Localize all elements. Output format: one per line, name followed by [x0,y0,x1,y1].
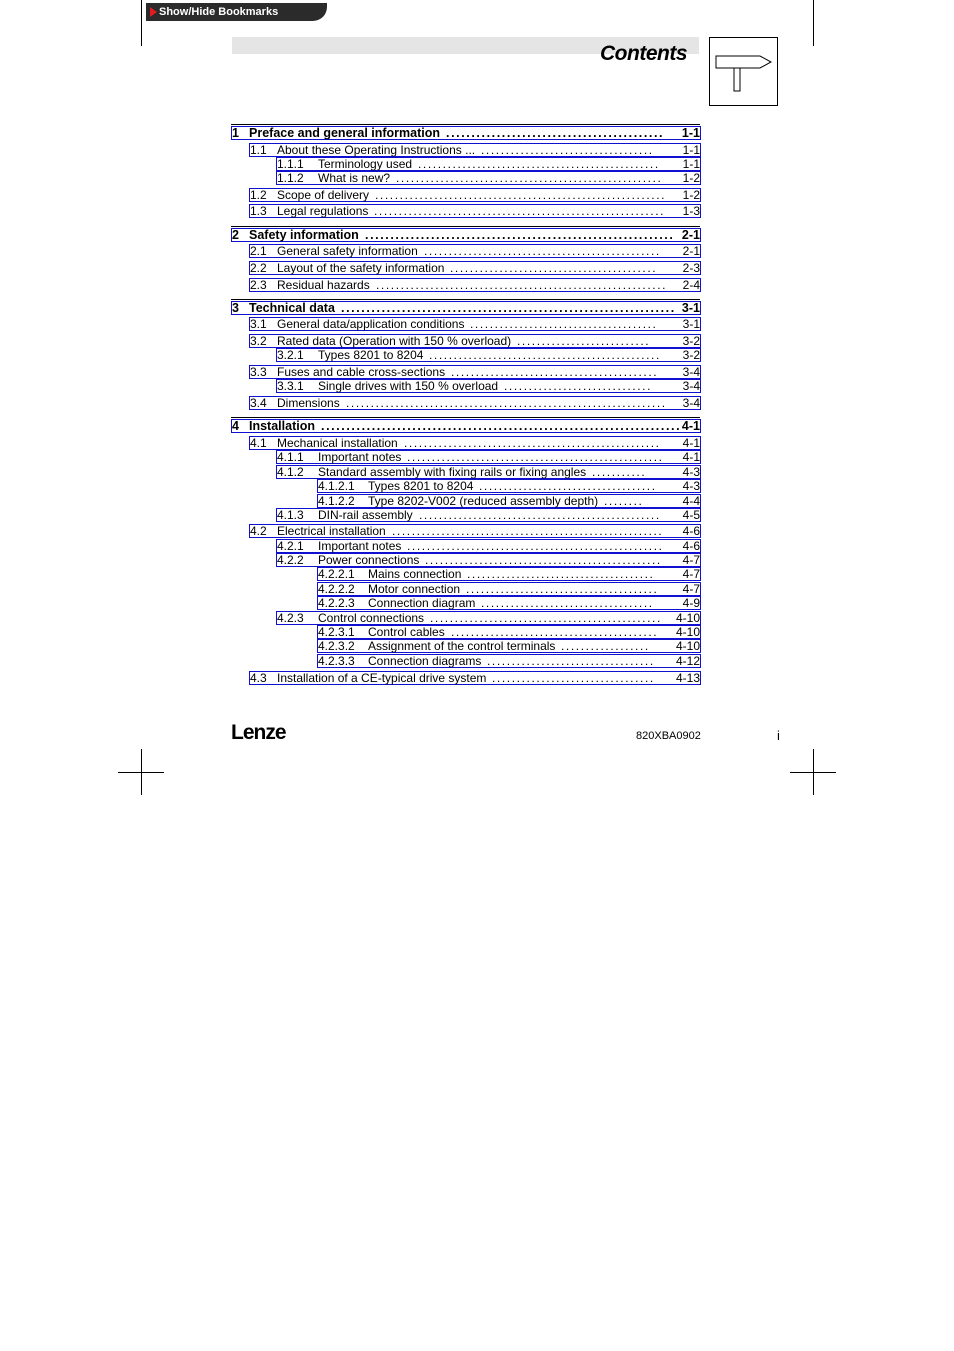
toc-entry [317,494,700,509]
toc-number: 3.4 [250,396,267,410]
toc-title: Control connections [318,611,425,625]
toc-number: 3.3 [250,365,267,379]
toc-page: 2-1 [681,228,700,242]
leader-dots: ................................................. [418,157,660,171]
toc-page: 2-3 [682,261,700,275]
toc-page: 3-4 [682,365,700,379]
toc-number: 1.3 [250,204,267,218]
toc-page: 4-1 [682,436,700,450]
toc-title: Control cables [368,625,445,639]
toc-number: 2.3 [250,278,267,292]
toc-title: Connection diagram [368,596,476,610]
page-number: i [777,728,780,743]
toc-title: Connection diagrams [368,654,482,668]
toc-title: Electrical installation [277,524,386,538]
toc-number: 1.1.2 [277,171,304,185]
toc-entry [249,204,700,219]
toc-page: 4-5 [682,508,700,522]
leader-dots: .......................................... [451,625,659,639]
leader-dots: .................................................... [407,539,664,553]
toc-entry [276,171,700,186]
toc-page: 4-10 [675,639,700,653]
toc-page: 4-1 [682,450,700,464]
toc-entry [276,553,700,568]
leader-dots: ............................................... [430,611,662,625]
toc-number: 1.1 [250,143,267,157]
leader-dots: ................................... [481,596,654,610]
leader-dots: .................................................... [407,450,664,464]
toc-entry [276,157,700,172]
leader-dots: .......................................... [451,365,659,379]
toc-title: Type 8202-V002 (reduced assembly depth) [368,494,599,508]
leader-dots: .................................... [479,479,657,493]
toc-title: About these Operating Instructions ... [277,143,476,157]
leader-dots: ........................................................... [374,204,666,218]
toc-number: 4.2.2.1 [318,567,355,581]
toc-page: 3-4 [682,379,700,393]
toc-number: 3.2 [250,334,267,348]
toc-entry [249,317,700,332]
leader-dots: ................................... [481,143,654,157]
toc-number: 4.2.2.3 [318,596,355,610]
toc-number: 4.1.1 [277,450,304,464]
toc-number: 4.1 [250,436,267,450]
leader-dots: ................................................. [419,508,661,522]
toc-entry [249,261,700,276]
toc-entry [276,465,700,480]
toc-page: 4-7 [682,582,700,596]
crop-mark [118,772,164,773]
show-hide-bookmarks-label: Show/Hide Bookmarks [159,6,279,18]
toc-title: Motor connection [368,582,461,596]
toc-number: 4.2.1 [277,539,304,553]
leader-dots: .................................................... [404,436,661,450]
toc-number: 4 [232,419,239,433]
leader-dots: ...................................... [470,317,658,331]
toc-title: Scope of delivery [277,188,370,202]
chapter-rule [231,417,700,418]
leader-dots: ........................................................... [376,278,668,292]
leader-dots: ...................................................... [396,171,663,185]
toc-page: 1-1 [682,157,700,171]
toc-title: Assignment of the control terminals [368,639,556,653]
toc-page: 4-12 [675,654,700,668]
leader-dots: .................. [561,639,650,653]
chapter-rule [231,299,700,300]
toc-title: General data/application conditions [277,317,465,331]
toc-number: 1.2 [250,188,267,202]
toc-title: General safety information [277,244,418,258]
lenze-logo: Lenze [231,721,286,744]
leader-dots: ............................................................. [365,228,675,242]
toc-number: 4.2.2 [277,553,304,567]
toc-page: 3-1 [682,317,700,331]
toc-page: 1-1 [682,143,700,157]
toc-entry [249,365,700,380]
toc-title: Fuses and cable cross-sections [277,365,446,379]
toc-page: 3-1 [681,301,700,315]
toc-title: Dimensions [277,396,340,410]
toc-page: 3-2 [682,348,700,362]
leader-dots: ........................... [517,334,651,348]
toc-entry [249,143,700,158]
toc-page: 4-9 [682,596,700,610]
toc-entry [317,567,700,582]
toc-entry [276,348,700,363]
toc-number: 1 [232,126,239,140]
toc-title: Preface and general information [249,126,441,140]
toc-number: 4.2.3 [277,611,304,625]
toc-number: 2.2 [250,261,267,275]
toc-page: 4-4 [682,494,700,508]
toc-entry [249,524,700,539]
toc-page: 4-7 [682,553,700,567]
toc-title: Layout of the safety information [277,261,445,275]
toc-title: Terminology used [318,157,413,171]
toc-number: 4.2.2.2 [318,582,355,596]
leader-dots: ....................................................................... [321,419,682,433]
document-code: 820XBA0902 [636,730,701,742]
leader-dots: ....................................................... [392,524,664,538]
toc-chapter [231,301,700,316]
toc-page: 2-4 [682,278,700,292]
toc-page: 4-6 [682,539,700,553]
toc-title: Technical data [249,301,335,315]
toc-title: Power connections [318,553,420,567]
leader-dots: ........................................................... [375,188,667,202]
toc-page: 3-4 [682,396,700,410]
toc-title: Standard assembly with fixing rails or fixing angles [318,465,587,479]
toc-entry [249,671,700,686]
toc-entry [317,654,700,669]
toc-page: 1-1 [681,126,700,140]
toc-title: Important notes [318,539,402,553]
leader-dots: ............................................... [429,348,661,362]
toc-title: Mains connection [368,567,462,581]
page-title: Contents [600,42,687,65]
toc-entry [249,436,700,451]
toc-page: 4-7 [682,567,700,581]
toc-page: 1-2 [682,188,700,202]
toc-number: 4.1.2.1 [318,479,355,493]
toc-number: 3.1 [250,317,267,331]
toc-number: 4.1.3 [277,508,304,522]
toc-entry [276,508,700,523]
toc-entry [317,479,700,494]
toc-page: 4-3 [682,479,700,493]
toc-entry [317,639,700,654]
toc-page: 4-10 [675,625,700,639]
toc-entry [276,539,700,554]
leader-dots: ................................................................. [346,396,667,410]
leader-dots: ...................................... [467,567,655,581]
toc-title: Types 8201 to 8204 [318,348,424,362]
toc-title: Important notes [318,450,402,464]
toc-chapter [231,419,700,434]
toc-number: 4.2 [250,524,267,538]
toc-number: 3.3.1 [277,379,304,393]
toc-number: 1.1.1 [277,157,304,171]
leader-dots: .................................. [487,654,655,668]
toc-page: 4-6 [682,524,700,538]
toc-entry [317,582,700,597]
toc-page: 3-2 [682,334,700,348]
toc-entry [317,596,700,611]
toc-number: 2.1 [250,244,267,258]
toc-entry [276,379,700,394]
toc-number: 4.2.3.3 [318,654,355,668]
toc-entry [249,188,700,203]
leader-dots: ................................. [492,671,655,685]
toc-page: 4-1 [681,419,700,433]
toc-title: Single drives with 150 % overload [318,379,499,393]
toc-entry [249,278,700,293]
toc-title: DIN-rail assembly [318,508,413,522]
leader-dots: ........... [592,465,647,479]
chapter-rule [231,124,700,125]
leader-dots: ........................................... [446,126,665,140]
toc-page: 4-3 [682,465,700,479]
leader-dots: .................................................................. [341,301,676,315]
toc-chapter [231,126,700,141]
toc-title: Types 8201 to 8204 [368,479,474,493]
toc-entry [249,244,700,259]
leader-dots: .............................. [504,379,653,393]
toc-chapter [231,228,700,243]
toc-page: 2-1 [682,244,700,258]
toc-entry [276,611,700,626]
leader-dots: ....................................... [466,582,659,596]
toc-entry [276,450,700,465]
leader-dots: ........ [604,494,644,508]
toc-number: 4.2.3.1 [318,625,355,639]
leader-dots: ................................................ [424,244,661,258]
chapter-rule [231,226,700,227]
toc-entry [249,396,700,411]
toc-page: 1-3 [682,204,700,218]
leader-dots: .......................................... [450,261,658,275]
toc-title: Residual hazards [277,278,370,292]
toc-title: What is new? [318,171,391,185]
toc-page: 4-10 [675,611,700,625]
toc-number: 4.2.3.2 [318,639,355,653]
toc-entry [249,334,700,349]
toc-page: 1-2 [682,171,700,185]
toc-number: 4.1.2 [277,465,304,479]
toc-title: Installation [249,419,315,433]
toc-title: Rated data (Operation with 150 % overload) [277,334,512,348]
toc-number: 4.1.2.2 [318,494,355,508]
toc-number: 2 [232,228,239,242]
toc-number: 3.2.1 [277,348,304,362]
toc-title: Legal regulations [277,204,369,218]
toc-number: 4.3 [250,671,267,685]
toc-page: 4-13 [675,671,700,685]
toc-title: Safety information [249,228,359,242]
toc-title: Installation of a CE-typical drive system [277,671,487,685]
crop-mark [790,772,836,773]
leader-dots: ................................................ [425,553,662,567]
toc-number: 3 [232,301,239,315]
toc-entry [317,625,700,640]
toc-title: Mechanical installation [277,436,398,450]
